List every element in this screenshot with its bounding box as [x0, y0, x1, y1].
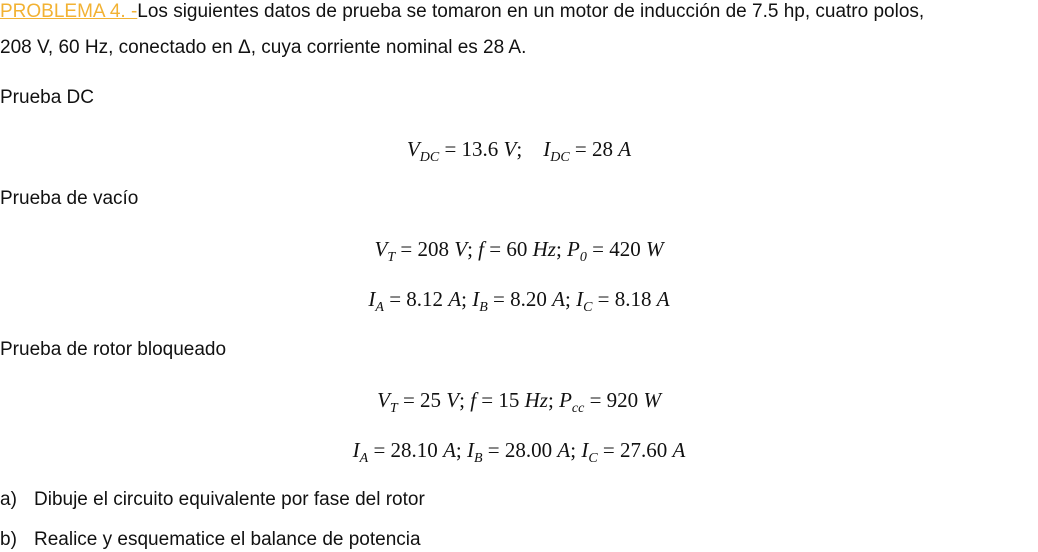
dc-test-heading: Prueba DC: [0, 87, 94, 108]
problem-label: PROBLEMA 4. -: [0, 1, 138, 22]
task-marker: a): [0, 489, 17, 510]
locked-rotor-equation-1: $V_T = 25$ V; f = 15 Hz; $P_{cc} = 920$ W: [377, 388, 661, 416]
task-item-a: [0, 488, 425, 512]
no-load-test-heading: Prueba de vacío: [0, 188, 139, 209]
locked-rotor-equation-2: $I_A = 28.10$ A; $I_B = 28.00$ A; $I_C = 27.60$ A: [352, 438, 686, 466]
no-load-equation-1: $V_T = 208$ V; f = 60 Hz; $P_0 = 420$ W: [374, 237, 664, 265]
no-load-equation-2: $I_A = 8.12$ A; $I_B = 8.20$ A; $I_C = 8.18$ A: [368, 287, 670, 315]
dc-test-equation: $V_{DC} = 13.6$ V; $I_{DC} = 28$ A: [406, 137, 632, 165]
problem-text-1: Los siguientes datos de prueba se tomaron en un motor de inducción de 7.5 hp, cuatro polos,: [137, 1, 925, 22]
problem-statement-line-2: [0, 36, 526, 60]
task-marker: b): [0, 529, 17, 550]
problem-text-2: 208 V, 60 Hz, conectado en Δ, cuya corriente nominal es 28 A.: [0, 37, 527, 58]
task-text: Dibuje el circuito equivalente por fase del rotor: [34, 489, 425, 510]
problem-statement-line-1: [0, 0, 924, 24]
locked-rotor-test-heading: Prueba de rotor bloqueado: [0, 339, 227, 360]
task-item-b: [0, 528, 421, 552]
task-text: Realice y esquematice el balance de potencia: [34, 529, 421, 550]
